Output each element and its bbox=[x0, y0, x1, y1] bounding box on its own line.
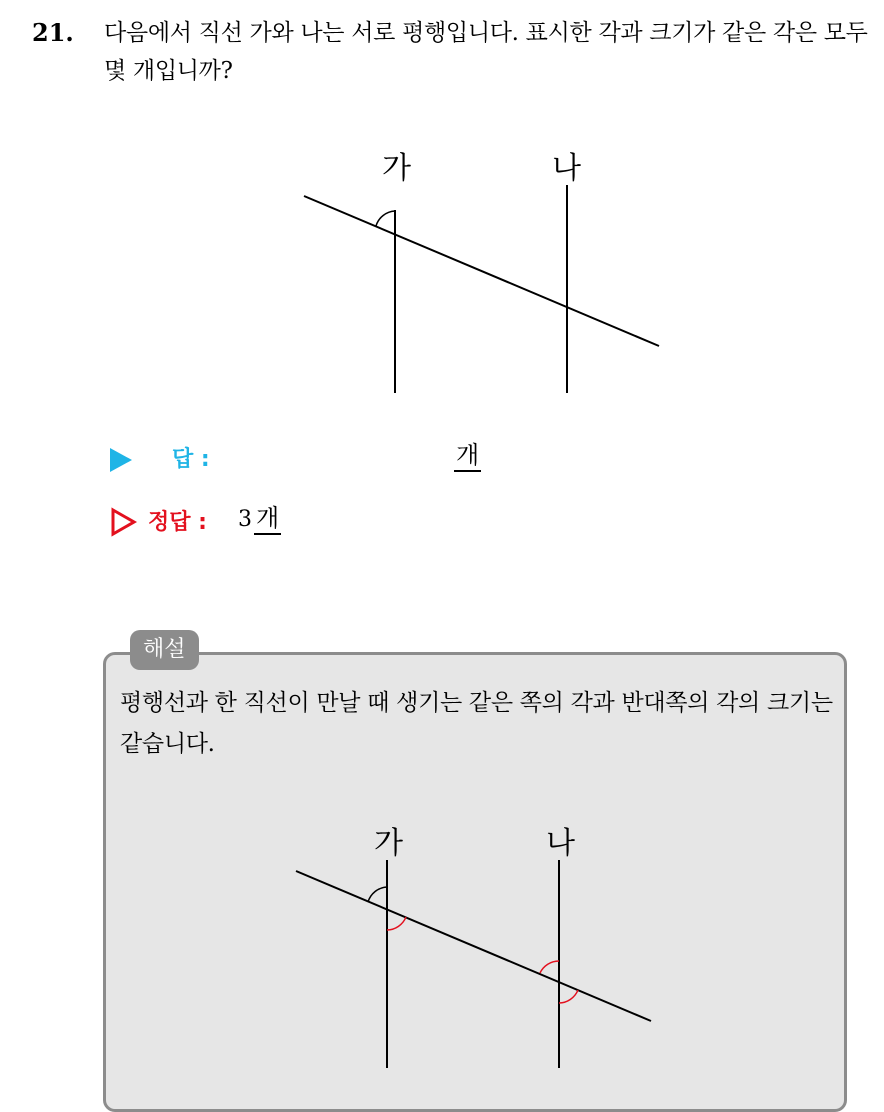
question-figure bbox=[290, 140, 670, 400]
exp-line-label-ga: 가 bbox=[374, 826, 403, 861]
question-number: 21. bbox=[32, 18, 74, 47]
exp-vertical-angle-arc bbox=[559, 990, 578, 1003]
question-text: 다음에서 직선 가와 나는 서로 평행입니다. 표시한 각과 크기가 같은 각은 모두 몇 개입니까? bbox=[104, 20, 868, 84]
marked-angle-arc bbox=[376, 211, 395, 226]
outline-triangle-icon bbox=[110, 507, 138, 537]
answer-unit: 개 bbox=[454, 440, 481, 472]
explanation-figure bbox=[280, 815, 670, 1075]
exp-alternate-angle-arc bbox=[387, 917, 406, 930]
line-label-na: 나 bbox=[552, 151, 581, 186]
exp-line-label-na: 나 bbox=[546, 826, 575, 861]
correct-answer-row bbox=[110, 503, 510, 543]
correct-answer-value: 3 bbox=[238, 507, 252, 532]
transversal-line bbox=[304, 196, 659, 346]
answer-label: 답 : bbox=[172, 447, 210, 472]
answer-row bbox=[110, 440, 510, 480]
exp-corresponding-angle-arc bbox=[540, 961, 559, 973]
explanation-tag: 해설 bbox=[130, 630, 199, 670]
line-label-ga: 가 bbox=[382, 151, 411, 186]
exp-transversal-line bbox=[296, 871, 651, 1021]
correct-answer-unit: 개 bbox=[254, 503, 281, 535]
exp-given-angle-arc bbox=[368, 887, 387, 902]
explanation-text: 평행선과 한 직선이 만날 때 생기는 같은 쪽의 각과 반대쪽의 각의 크기는 같습니다. bbox=[120, 690, 833, 757]
correct-answer-label: 정답 : bbox=[148, 510, 207, 535]
play-triangle-icon bbox=[110, 448, 132, 472]
